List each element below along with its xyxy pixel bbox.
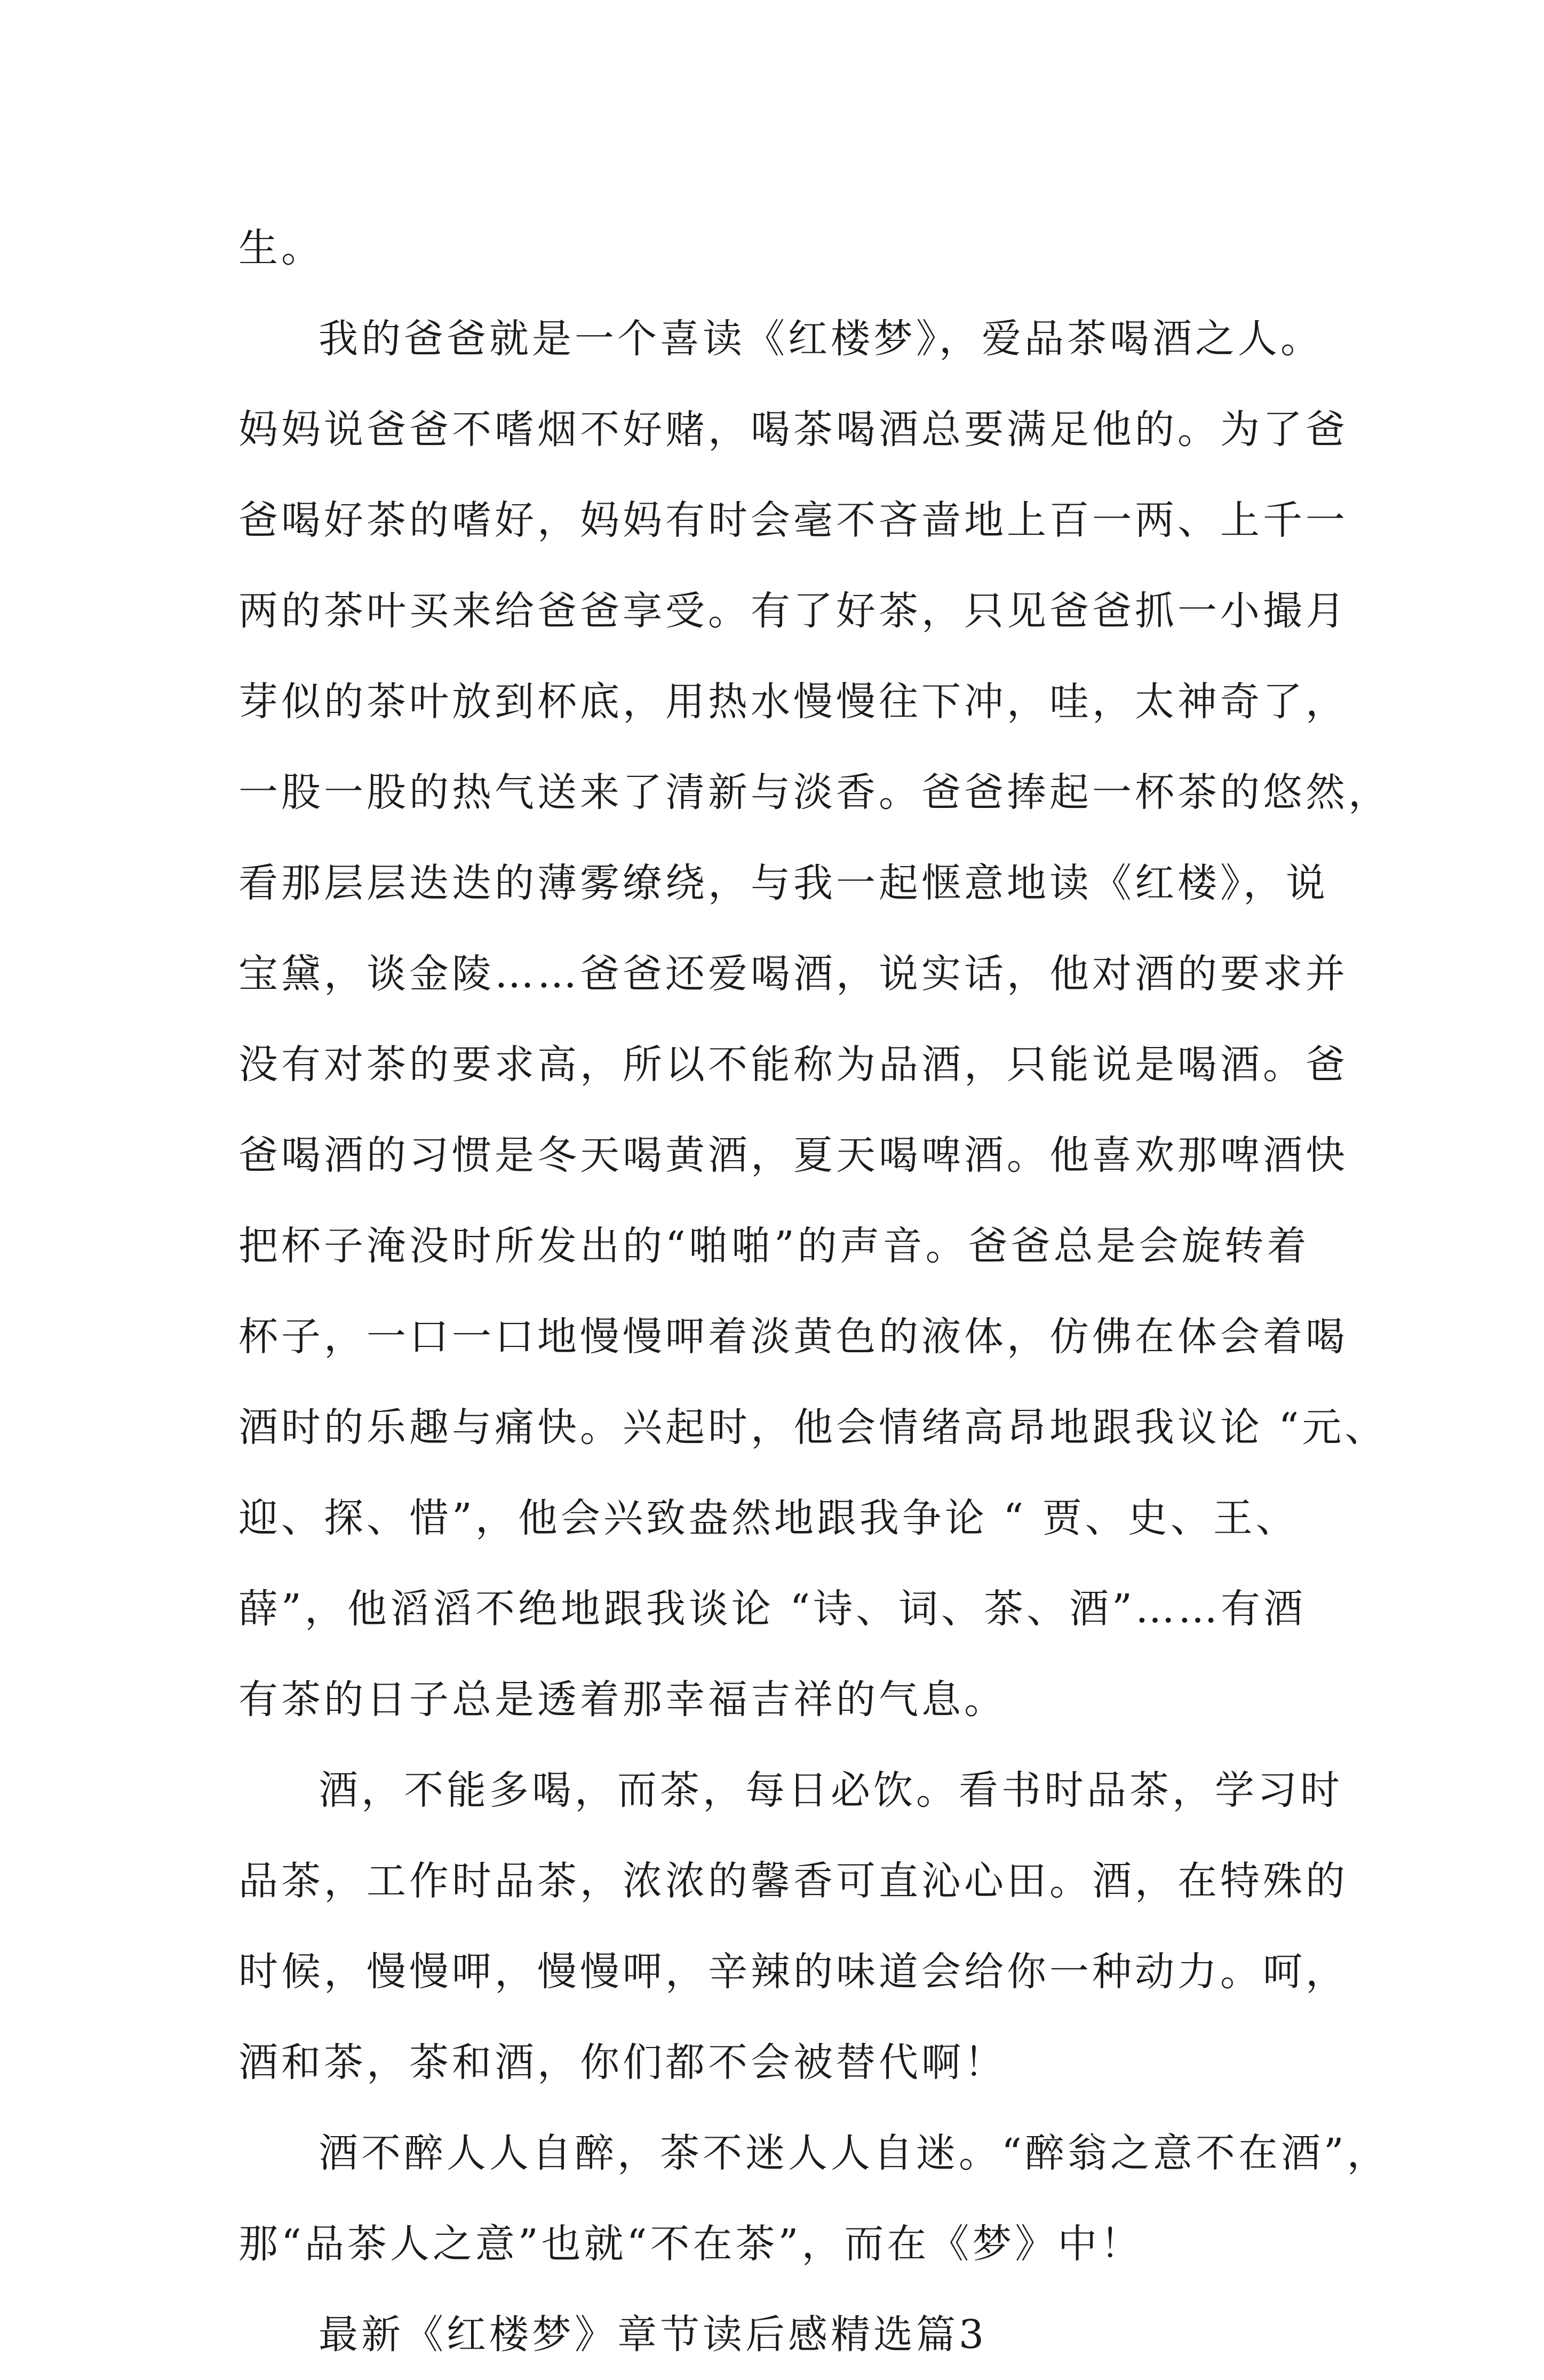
text-line: 爸喝酒的习惯是冬天喝黄酒，夏天喝啤酒。他喜欢那啤酒快	[238, 1132, 1348, 1178]
paragraph-start-line: 酒，不能多喝，而茶，每日必饮。看书时品茶，学习时	[319, 1767, 1343, 1813]
text-line: 那“品茶人之意”也就“不在茶”，而在《梦》中！	[238, 2221, 1143, 2267]
text-line: 看那层层迭迭的薄雾缭绕，与我一起惬意地读《红楼》，说	[238, 860, 1328, 906]
text-line: 薛”，他滔滔不绝地跟我谈论 “诗、词、茶、酒”……有酒	[238, 1586, 1307, 1632]
body-text	[238, 203, 1391, 2380]
text-line: 爸喝好茶的嗜好，妈妈有时会毫不吝啬地上百一两、上千一	[238, 497, 1348, 543]
text-line: 把杯子淹没时所发出的“啪啪”的声音。爸爸总是会旋转着	[238, 1223, 1310, 1269]
text-line: 酒时的乐趣与痛快。兴起时，他会情绪高昂地跟我议论 “元、	[238, 1405, 1388, 1450]
text-line: 品茶，工作时品茶，浓浓的馨香可直沁心田。酒，在特殊的	[238, 1858, 1348, 1904]
text-line: 妈妈说爸爸不嗜烟不好赌，喝茶喝酒总要满足他的。为了爸	[238, 407, 1348, 453]
paragraph-start-line: 酒不醉人人自醉，茶不迷人人自迷。“醉翁之意不在酒”，	[319, 2130, 1390, 2176]
text-line: 芽似的茶叶放到杯底，用热水慢慢往下冲，哇，太神奇了，	[238, 679, 1348, 725]
text-line: 杯子，一口一口地慢慢呷着淡黄色的液体，仿佛在体会着喝	[238, 1314, 1348, 1360]
text-line: 时候，慢慢呷，慢慢呷，辛辣的味道会给你一种动力。呵，	[238, 1949, 1348, 1995]
text-line: 宝黛，谈金陵……爸爸还爱喝酒，说实话，他对酒的要求并	[238, 951, 1348, 997]
text-line: 一股一股的热气送来了清新与淡香。爸爸捧起一杯茶的悠然，	[238, 769, 1391, 815]
text-line: 酒和茶，茶和酒，你们都不会被替代啊！	[238, 2040, 1007, 2085]
paragraph-start-line: 我的爸爸就是一个喜读《红楼梦》，爱品茶喝酒之人。	[319, 316, 1323, 362]
text-line: 没有对茶的要求高，所以不能称为品酒，只能说是喝酒。爸	[238, 1042, 1348, 1088]
text-line: 两的茶叶买来给爸爸享受。有了好茶，只见爸爸抓一小撮月	[238, 588, 1348, 634]
text-line: 有茶的日子总是透着那幸福吉祥的气息。	[238, 1677, 1007, 1723]
section-heading: 最新《红楼梦》章节读后感精选篇3	[319, 2312, 988, 2358]
text-line: 迎、探、惜”，他会兴致盎然地跟我争论 “ 贾、史、王、	[238, 1495, 1299, 1541]
text-line: 生。	[238, 225, 324, 271]
